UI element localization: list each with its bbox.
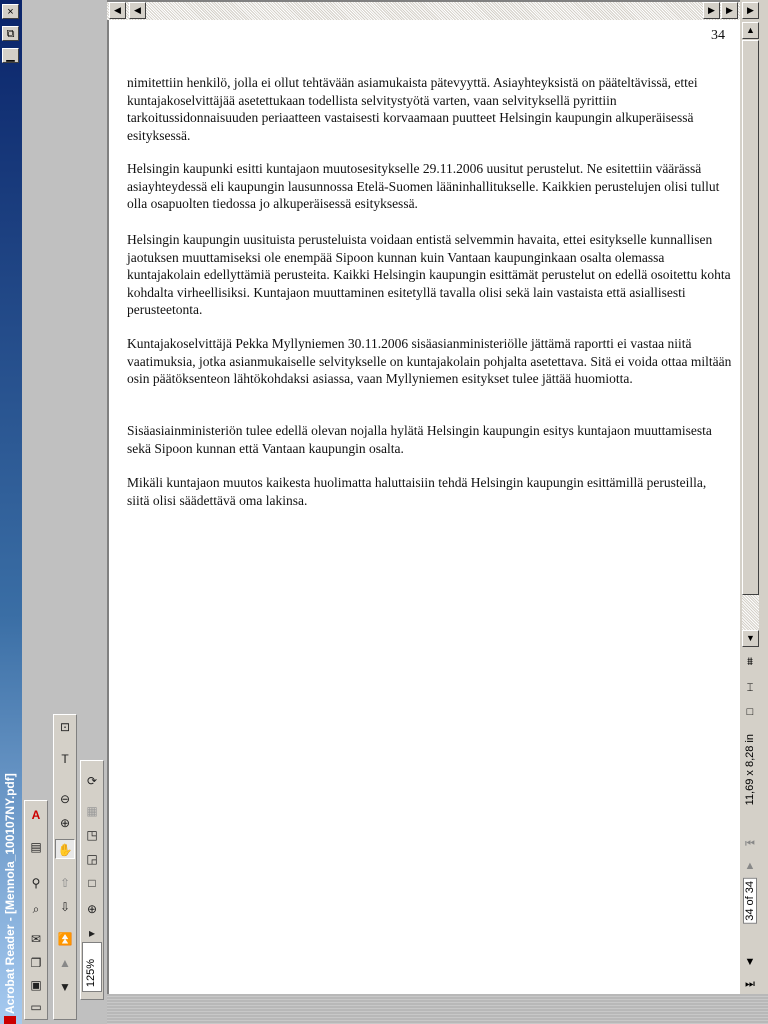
save-icon[interactable]: ▣ — [30, 978, 42, 992]
scroll-right-button[interactable]: ▶ — [721, 2, 738, 19]
hand-tool-icon[interactable]: ✋ — [55, 839, 75, 859]
paragraph-3: Helsingin kaupungin uusituista perusteluista voidaan entistä selvemmin havaita, ettei esitykselle kunnallisen jaotuksen muuttamiseksi ole enempää Sipoon kunnan kuin Vantaan kaupunginkaan osalta olemassa kuntajakolain edellyttämiä perusteita. Kaikki Helsingin kaupungin esittämät perustelut on edellä osoitettu kohta kohdalta virheellisiksi. Kuntajaon muuttaminen esitetyllä tavalla olisi sekä lain vastaista että asiallisesti perusteetonta. — [127, 232, 731, 317]
acrobat-icon — [4, 1016, 16, 1024]
file-toolbar — [24, 800, 48, 1020]
paragraph-6: Mikäli kuntajaon muutos kaikesta huolimatta haluttaisiin tehdä Helsingin kaupungin esittämillä perusteilla, siitä olisi säädettävä oma lakinsa. — [127, 475, 707, 508]
actual-size-icon[interactable]: □ — [88, 876, 96, 890]
binoculars-icon[interactable]: ⚲ — [31, 876, 41, 890]
tools-toolbar — [53, 714, 77, 1020]
zoom-field[interactable] — [82, 942, 102, 992]
paragraph-1: nimitettiin henkilö, jolla ei ollut tehtävään asiamukaista pätevyyttä. Asiayhteyksistä on pääteltävissä, ettei kuntajakoselvittäjää asetettukaan todellista selvitystyötä varten, vaan selvityksellä pyrittiin tarkoitussidonnaisuuden periaatteen vastaisesti korvaamaan puutteet Helsingin kaupungin alkuperäisessä esityksessä. — [127, 75, 698, 143]
previous-page-icon[interactable]: ⇧ — [59, 876, 71, 890]
next-page-icon[interactable]: ⇩ — [59, 900, 71, 914]
zoom-value: 125% — [85, 958, 97, 987]
last-page-button[interactable]: ⏭ — [745, 978, 755, 990]
fit-width-icon[interactable]: ◲ — [86, 852, 98, 866]
previous-view-icon[interactable]: ▲ — [59, 956, 71, 970]
reflow-icon[interactable]: ▦ — [86, 804, 98, 818]
snapshot-icon[interactable]: ⊡ — [59, 720, 71, 734]
prev-page-button[interactable]: ▲ — [744, 860, 756, 872]
rotate-icon[interactable]: ⟳ — [86, 774, 98, 788]
copy-icon[interactable]: ❐ — [30, 956, 42, 970]
zoom-arrow-icon[interactable]: ▸ — [88, 926, 96, 940]
page-number-field[interactable]: 34 of 34 — [743, 878, 757, 924]
scroll-right-edge-button[interactable]: ▶ — [742, 2, 759, 19]
scroll-up-button[interactable]: ▲ — [742, 22, 759, 39]
close-button[interactable]: × — [2, 4, 19, 19]
minimize-button[interactable]: ▁ — [2, 48, 19, 63]
status-bar — [742, 648, 759, 1018]
restore-button[interactable]: ⧉ — [2, 26, 19, 41]
scroll-right-page-button[interactable]: ▶ — [703, 2, 720, 19]
zoom-out-icon[interactable]: ⊖ — [59, 792, 71, 806]
first-page-icon[interactable]: ⏫ — [57, 932, 73, 946]
scroll-left-button[interactable]: ◀ — [109, 2, 126, 19]
window-title: Acrobat Reader - [Mennola_100107NY.pdf] — [3, 773, 17, 1014]
next-page-button[interactable]: ▼ — [744, 956, 756, 968]
paragraph-2: Helsingin kaupunki esitti kuntajaon muutosesitykselle 29.11.2006 uusitut perustelut. Ne esitettiin väärässä asiayhteydessä eli kaupungin lausunnossa Etelä-Suomen lääninhallitukselle. Kaikkien perustelujen olisi tullut olla osapuolten tiedossa jo alkuperäisessä esityksessä. — [127, 161, 720, 211]
page-size-readout: 11,69 x 8,28 in — [744, 734, 756, 806]
next-view-icon[interactable]: ▼ — [59, 980, 71, 994]
first-page-button[interactable]: ⏮ — [745, 838, 755, 850]
zoom-dropdown-icon[interactable]: ⊕ — [86, 902, 98, 916]
split-icon[interactable]: ⩩ — [747, 656, 753, 668]
scroll-down-button[interactable]: ▼ — [742, 630, 759, 647]
single-page-icon[interactable]: □ — [746, 706, 754, 718]
adobe-logo-icon: A — [31, 808, 41, 822]
print-icon[interactable]: ▤ — [30, 840, 42, 854]
zoom-in-icon[interactable]: ⊕ — [59, 816, 71, 830]
paragraph-5: Sisäasiainministeriön tulee edellä olevan nojalla hylätä Helsingin kaupungin esitys kuntajaon muuttamisesta sekä Sipoon kunnan että Vantaan kaupungin osalta. — [127, 423, 712, 456]
page-number: 34 — [711, 28, 725, 43]
text-select-icon[interactable]: T — [61, 752, 69, 766]
toolbar-area — [22, 0, 107, 1024]
email-icon[interactable]: ✉ — [30, 932, 42, 946]
vertical-scroll-thumb[interactable] — [742, 40, 759, 595]
scroll-left-page-button[interactable]: ◀ — [129, 2, 146, 19]
paragraph-4: Kuntajakoselvittäjä Pekka Myllyniemen 30.11.2006 sisäasianministeriölle jättämä raportti ei vastaa niitä vaatimuksia, jotka asianmukaiselle selvitykselle on kuntajakolain pohjalta asetettava. Sitä ei voida ottaa miltään osin päätöksenteon lähtökohdaksi asiassa, vaan Myllyniemen esitykset tulee jättää huomiotta. — [127, 336, 732, 386]
continuous-icon[interactable]: ⌶ — [746, 682, 754, 694]
horizontal-scrollbar[interactable] — [107, 2, 740, 20]
fit-page-icon[interactable]: ◳ — [86, 828, 98, 842]
title-bar — [0, 0, 22, 1024]
find-icon[interactable]: ⌕ — [32, 902, 40, 916]
pdf-page — [109, 20, 740, 994]
open-icon[interactable]: ▭ — [30, 1000, 42, 1014]
bottom-bar — [107, 994, 768, 1024]
